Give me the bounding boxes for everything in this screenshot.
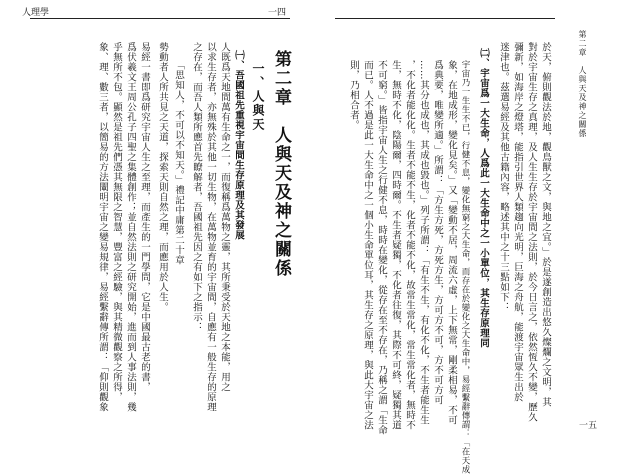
text-column: 宇宙乃一生生不已，行健不息，變化無窮之大生命，而存在於變化之大生命中，易經繫辭傳謂：「在天成 (460, 60, 470, 474)
text-column: 不可窮。」皆指宇宙人生之行健不息，時時在變化，從存在至不存在，乃稱之謂「生命 (376, 60, 387, 436)
left-page (315, 0, 630, 474)
text-column: 勢動者人所共見之天道，探索天則自然之理，而應用於人生。 (157, 42, 168, 312)
text-column: 象，在地成形，變化見矣。」又「變動不居，周流六虛，上下無常，剛柔相易，不可 (446, 60, 457, 426)
text-column: 爲典要，唯變所適。」所謂：「方生方死，方死方生，方可方不可，方不可方可 (432, 60, 443, 406)
subsection-title: ㈠、吾國祖先重視宇宙間生存原理及其發展 (233, 50, 244, 240)
quotation: 「思知人，不可以不知天。」禮記中庸第二十章 (173, 60, 184, 266)
text-column: 之存在，而吾人類所應首先瞭解者，吾國祖先因之有如下之指示： (191, 42, 202, 332)
right-page (0, 0, 315, 441)
text-column: 爲伏羲文王周公孔子四聖之集體創作；並自然法則之研究開始，進而到人事法則，幾 (125, 42, 136, 412)
running-head: 人理學 (22, 8, 50, 18)
text-column: 於天，俯則觀法於地，觀鳥獸之文，與地之宜。」於是遂創造出悠久燦爛之文明，其 (540, 42, 551, 408)
text-column: 迷津也。茲選易經及其他古籍內容，略述其中之十三點如下： (498, 42, 509, 312)
chapter-title: 第二章 人與天及神之關係 (271, 50, 291, 278)
text-column: 人既爲天地間萬有生命之一，而復稱爲萬物之靈，其所秉受於天地之本能，用之 (219, 42, 230, 392)
text-column: ，不化者能化化。生者不能不生，化者不能不化，故常生常化，常生常化者，無時不 (404, 60, 415, 430)
text-column: ……其分也成也，其成也毀也。」列子所謂：「有生不生，有化不化，不生者能生生 (418, 60, 429, 426)
text-column: 而已。人不過是此一大生命中之一個小生命單位耳，其生存之原理，與此大宇宙之法 (362, 60, 373, 430)
side-chapter-head: 第二章 人與天及神之關係 (578, 30, 587, 138)
text-column: 彌新，如海岸之燈塔，能指引世界人類趨向光明，巨海之舟航，能渡宇宙眾生出於 (512, 42, 523, 402)
header-rule (30, 18, 290, 19)
text-column: 生，無時不化，陰陽爾，四時爾。不生者疑獨，不化者往復，其際不可終，疑獨其道 (390, 60, 401, 430)
text-column: 以求生存者，亦無殊於其他一切生物，在萬物並育的宇宙間，自應有一般生存的原理 (205, 42, 216, 412)
subsection-title: ㈡、宇宙爲一大生命，人爲此一大生命中之一小單位，其生存原理同 (478, 48, 489, 348)
section-title: 一、人與天 (251, 62, 265, 132)
text-column: 乎無所不包。顯然是祖先們憑其無限之智慧，豐富之經驗，與其精微觀察之所得， (111, 42, 122, 402)
page-number: 一五 (579, 421, 598, 431)
header-rule (335, 18, 555, 19)
page-number: 一四 (268, 8, 287, 18)
text-column: 則，乃相合者。 (348, 60, 359, 130)
text-column: 易經一書即爲研究宇宙人生之至理，而產生的一門學問，它是中國最古老的書， (139, 42, 150, 392)
text-column: 對於宇宙生存之真理，及人生生存於宇宙間之法則，於今日言之，依然恆久不變，歷久 (526, 42, 537, 422)
text-column: 象、理、數三者，以簡易的方法闡明宇宙之變易規律，易經繫辭傳所謂：「仰則觀象 (97, 42, 108, 412)
